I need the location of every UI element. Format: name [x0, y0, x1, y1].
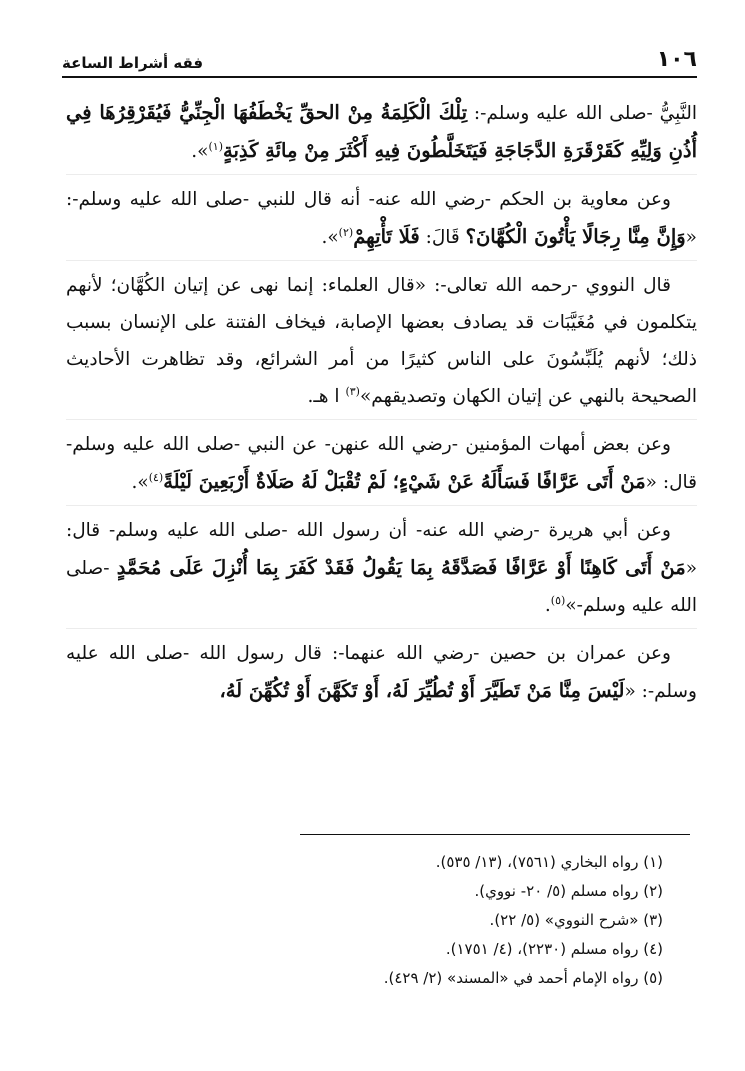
footnote-5: (٥) رواه الإمام أحمد في «المسند» (٢/ ٤٢٩).	[383, 969, 663, 987]
footnote-3: (٣) «شرح النووي» (٥/ ٢٢).	[489, 911, 663, 929]
hadith-quote: تِلْكَ الْكَلِمَةُ مِنْ الحقِّ يَخْطَفُهَا الْجِنِّيُّ فَيُقَرْقِرُهَا فِي أُذُنِ وَلِيِّهِ كَقَرْقَرَةِ الدَّجَاجَةِ فَيَتَخَلَّطُونَ فِيهِ أَكْثَرَ مِنْ مِائَةِ كَذِبَةٍ	[66, 101, 697, 162]
hadith-quote: فَلَا تَأْتِهِمْ	[353, 225, 420, 248]
paragraph-2	[66, 174, 697, 260]
footnote-ref: (٢)	[338, 225, 354, 239]
hadith-quote: لَيْسَ مِنَّا مَنْ تَطَيَّرَ أَوْ تُطُيِّرَ لَهُ، أَوْ تَكَهَّنَ أَوْ تُكُهِّنَ لَهُ،	[219, 679, 625, 702]
paragraph-tail: ».	[131, 472, 149, 493]
paragraph-text: قال النووي -رحمه الله تعالى-: «قال العلماء: إنما نهى عن إتيان الكُهَّان؛ لأنهم يتكلمون في مُغَيَّبَات قد يصادف بعضها الإصابة، فيخاف الفتنة على الإنسان بسبب ذلك؛ لأنهم يُلَبِّسُونَ على الناس كثيرًا من أمر الشرائع، وقد تظاهرت الأحاديث الصحيحة بالنهي عن إتيان الكهان وتصديقهم»	[66, 275, 697, 407]
running-title: فقه أشراط الساعة	[62, 54, 204, 72]
footnote-separator	[300, 834, 690, 835]
footnotes	[66, 848, 663, 993]
hadith-quote: وَإِنَّ مِنَّا رِجَالًا يَأْتُونَ الْكُهَّانَ؟	[465, 225, 686, 248]
footnote-ref: (١)	[208, 139, 223, 153]
paragraph-tail: ».	[321, 227, 339, 248]
page-header	[62, 42, 697, 78]
hadith-quote: مَنْ أَتَى كَاهِنًا أَوْ عَرَّافًا فَصَدَّقَهُ بِمَا يَقُولُ فَقَدْ كَفَرَ بِمَا أُنْزِلَ عَلَى مُحَمَّدٍ	[116, 556, 686, 579]
paragraph-text: وعن معاوية بن الحكم -رضي الله عنه- أنه قال للنبي -صلى الله عليه وسلم-: «	[66, 189, 697, 248]
paragraph-text: -صلى الله عليه وسلم-»	[66, 558, 697, 616]
paragraph-tail: .	[544, 595, 551, 616]
footnote-4: (٤) رواه مسلم (٢٢٣٠)، (٤/ ١٧٥١).	[445, 940, 663, 958]
paragraph-tail: ».	[191, 141, 209, 162]
paragraph-3	[66, 260, 697, 419]
paragraph-4	[66, 419, 697, 505]
page-number: ١٠٦	[656, 47, 697, 72]
paragraph-text: وعن عمران بن حصين -رضي الله عنهما-: قال رسول الله -صلى الله عليه وسلم-: «	[66, 643, 697, 702]
paragraph-text: قَالَ:	[419, 227, 466, 248]
footnote-1: (١) رواه البخاري (٧٥٦١)، (١٣/ ٥٣٥).	[435, 853, 663, 871]
footnote-2: (٢) رواه مسلم (٥/ ٢٠- نووي).	[474, 882, 663, 900]
hadith-quote: مَنْ أَتَى عَرَّافًا فَسَأَلَهُ عَنْ شَيْءٍ؛ لَمْ تُقْبَلْ لَهُ صَلَاةٌ أَرْبَعِينَ لَيْلَةً	[163, 470, 646, 493]
footnote-ref: (٣)	[345, 384, 360, 398]
main-text	[66, 94, 697, 714]
paragraph-text: النَّبِيُّ -صلى الله عليه وسلم-:	[467, 103, 698, 124]
paragraph-text: وعن بعض أمهات المؤمنين -رضي الله عنهن- عن النبي -صلى الله عليه وسلم- قال: «	[66, 434, 697, 493]
paragraph-text: وعن أبي هريرة -رضي الله عنه- أن رسول الله -صلى الله عليه وسلم- قال: «	[66, 520, 698, 579]
paragraph-6	[66, 628, 697, 714]
paragraph-5	[66, 505, 697, 628]
footnote-ref: (٥)	[550, 593, 566, 607]
footnote-ref: (٤)	[148, 470, 164, 484]
paragraph-1	[66, 94, 697, 174]
paragraph-tail: ا هـ.	[307, 386, 346, 407]
